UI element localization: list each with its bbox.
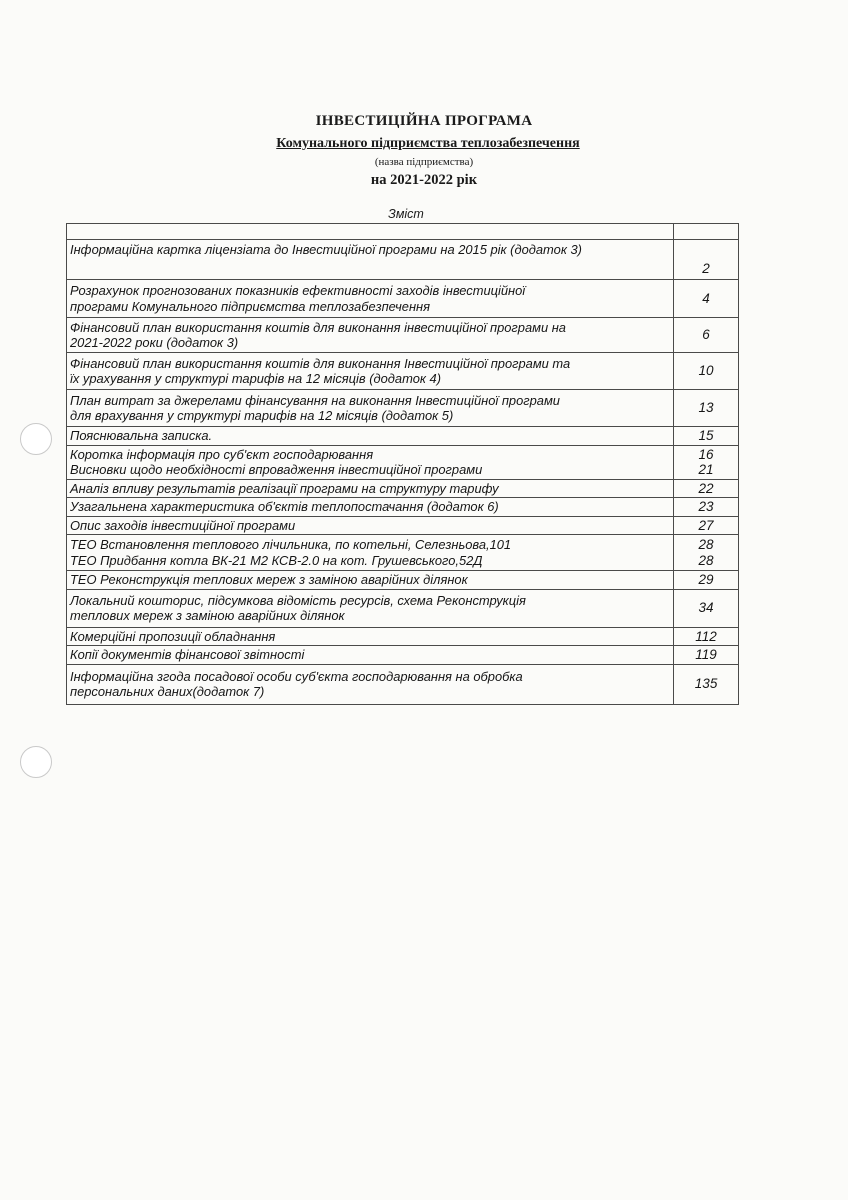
toc-row-page-line1: 16 [698, 446, 714, 462]
toc-row [67, 627, 739, 646]
organization-note: (назва підприємства) [374, 156, 474, 168]
toc-row-text-line2: для врахування у структурі тарифів на 12 місяців (додаток 5) [70, 408, 454, 423]
toc-heading: Зміст [388, 207, 424, 221]
toc-row-page-line2: 28 [698, 552, 714, 568]
toc-row [67, 445, 739, 479]
toc-row [67, 571, 739, 590]
toc-row-page: 135 [674, 664, 739, 704]
toc-row-page: 4 [674, 280, 739, 318]
toc-row [67, 535, 739, 571]
toc-row-text: Копії документів фінансової звітності [70, 647, 305, 662]
toc-header-cell-page [674, 224, 739, 240]
toc-row-desc [67, 479, 674, 498]
toc-row-text: Узагальнена характеристика об'єктів теплопостачання (додаток 6) [70, 499, 499, 514]
toc-row-page: 29 [674, 571, 739, 590]
toc-row-desc [67, 664, 674, 704]
toc-row-page: 15 [674, 427, 739, 446]
toc-row-page: 13 [674, 390, 739, 427]
toc-row-text-line1: Локальний кошторис, підсумкова відомість ресурсів, схема Реконструкція [70, 592, 526, 608]
toc-header-row [67, 224, 739, 240]
toc-row [67, 353, 739, 390]
toc-row [67, 240, 739, 280]
toc-row-page: 119 [674, 646, 739, 665]
toc-row [67, 427, 739, 446]
toc-row-page-line1: 28 [698, 537, 714, 552]
toc-row [67, 646, 739, 665]
toc-row-text-line2: ТЕО Придбання котла ВК-21 М2 КСВ-2.0 на кот. Грушевського,52Д [70, 552, 483, 568]
toc-row [67, 318, 739, 353]
toc-row-desc [67, 353, 674, 390]
toc-row-text-line1: Фінансовий план використання коштів для виконання Інвестиційної програми та [70, 355, 571, 371]
toc-row-text: ТЕО Реконструкція теплових мереж з заміною аварійних ділянок [70, 572, 468, 587]
toc-row-page [674, 535, 739, 571]
toc-row-page: 34 [674, 589, 739, 627]
toc-row-text-line2: їх урахування у структурі тарифів на 12 місяців (додаток 4) [70, 371, 441, 386]
toc-row [67, 589, 739, 627]
toc-row-text-line2: 2021-2022 роки (додаток 3) [70, 335, 239, 350]
organization-name: Комунального підприємства теплозабезпечення [276, 136, 580, 151]
punch-hole-bottom [20, 746, 52, 778]
toc-row-page: 23 [674, 498, 739, 517]
toc-row-text: Аналіз впливу результатів реалізації програми на структуру тарифу [70, 480, 499, 496]
toc-row-text-line2: Висновки щодо необхідності впровадження інвестиційної програми [70, 462, 483, 477]
toc-row-desc [67, 535, 674, 571]
toc-row-text-line1: Коротка інформація про суб'єкт господарювання [70, 446, 374, 462]
toc-row-desc [67, 240, 674, 280]
toc-row-page: 10 [674, 353, 739, 390]
toc-row [67, 664, 739, 704]
toc-row-desc [67, 427, 674, 446]
toc-row-desc [67, 445, 674, 479]
toc-row [67, 280, 739, 318]
toc-row-desc [67, 627, 674, 646]
toc-row-text-line2: програми Комунального підприємства теплозабезпечення [70, 298, 431, 314]
toc-row-desc [67, 280, 674, 318]
toc-row-text-line2: теплових мереж з заміною аварійних ділянок [70, 608, 345, 623]
toc-row-page: 112 [674, 627, 739, 646]
toc-row-page: 6 [674, 318, 739, 353]
toc-row-text: Інформаційна картка ліцензіата до Інвестиційної програми на 2015 рік (додаток 3) [70, 242, 582, 257]
toc-row-text-line1: План витрат за джерелами фінансування на виконання Інвестиційної програми [70, 392, 560, 408]
toc-row-text-line1: Фінансовий план використання коштів для виконання інвестиційної програми на [70, 319, 566, 335]
toc-row [67, 479, 739, 498]
toc-row-text-line2: персональних даних(додаток 7) [70, 684, 265, 699]
toc-row-page: 22 [674, 479, 739, 498]
document-title: ІНВЕСТИЦІЙНА ПРОГРАМА [315, 113, 533, 129]
toc-row-page: 2 [674, 240, 739, 280]
toc-row-desc [67, 571, 674, 590]
program-period: на 2021-2022 рік [370, 172, 478, 188]
toc-row-text: Пояснювальна записка. [70, 428, 213, 443]
toc-row-desc [67, 589, 674, 627]
toc-row-page [674, 445, 739, 479]
toc-row-desc [67, 516, 674, 535]
toc-row [67, 516, 739, 535]
toc-table [66, 223, 739, 705]
toc-row-text: Комерційні пропозиції обладнання [70, 628, 276, 644]
toc-row-text-line1: Розрахунок прогнозованих показників ефективності заходів інвестиційної [70, 283, 526, 298]
toc-row-desc [67, 390, 674, 427]
toc-row-page-line2: 21 [698, 462, 714, 477]
toc-row-text: Опис заходів інвестиційної програми [70, 517, 296, 533]
toc-row-desc [67, 318, 674, 353]
toc-row-desc [67, 646, 674, 665]
toc-header-cell-desc [67, 224, 674, 240]
toc-row-desc [67, 498, 674, 517]
toc-row-page: 27 [674, 516, 739, 535]
toc-row [67, 390, 739, 427]
toc-row-text-line1: ТЕО Встановлення теплового лічильника, по котельні, Селезньова,101 [70, 537, 512, 552]
toc-row [67, 498, 739, 517]
toc-row-text-line1: Інформаційна згода посадової особи суб'єкта господарювання на обробка [70, 668, 523, 684]
punch-hole-top [20, 423, 52, 455]
